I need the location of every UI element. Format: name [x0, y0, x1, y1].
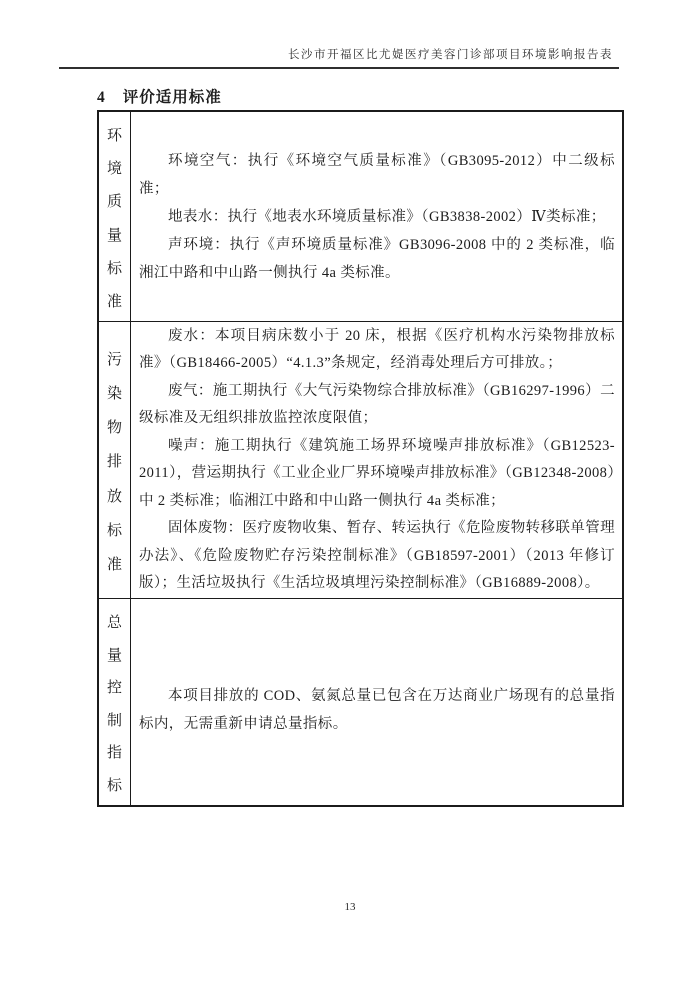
- label-char: 污: [106, 352, 122, 368]
- label-char: 标: [106, 777, 122, 794]
- table-row-environment-quality-standards: [99, 112, 622, 322]
- label-char: 标: [106, 522, 122, 539]
- label-char: 标: [106, 260, 122, 277]
- table-row-pollutant-discharge-standards: [99, 322, 622, 599]
- standard-paragraph-solid-waste: 固体废物：医疗废物收集、暂存、转运执行《危险废物转移联单管理办法》、《危险废物贮存污染控制标准》（GB18597-2001）（2013 年修订版）；生活垃圾执行《生活垃圾填埋污染控制标准》（GB16889-2008）。: [139, 520, 615, 591]
- label-char: 物: [106, 420, 122, 437]
- row-content-total-quantity-control: [131, 599, 622, 805]
- standard-paragraph-surface-water: 地表水：执行《地表水环境质量标准》（GB3838-2002）Ⅳ类标准；: [168, 208, 606, 225]
- standard-paragraph-total-quantity: 本项目排放的 COD、氨氮总量已包含在万达商业广场现有的总量指标内，无需重新申请总量指标。: [139, 688, 615, 732]
- section-number: 4: [97, 89, 105, 106]
- label-char: 准: [106, 556, 122, 573]
- label-char: 总: [106, 615, 122, 631]
- row-content-pollutant-discharge: [131, 322, 622, 598]
- section-title: 评价适用标准: [122, 89, 222, 106]
- standard-paragraph-wastewater: 废水：本项目病床数小于 20 床，根据《医疗机构水污染物排放标准》（GB18466-2005）“4.1.3”条规定，经消毒处理后方可排放。；: [139, 327, 615, 371]
- running-header-title: 长沙市开福区比尤媞医疗美容门诊部项目环境影响报告表: [288, 49, 613, 61]
- label-char: 排: [106, 454, 122, 471]
- row-label-pollutant-discharge: [99, 322, 131, 598]
- table-row-total-quantity-control-index: [99, 599, 622, 805]
- label-char: 质: [106, 194, 122, 211]
- label-char: 量: [106, 227, 122, 244]
- page-number: 13: [344, 901, 356, 913]
- label-char: 境: [106, 161, 122, 178]
- label-char: 放: [106, 488, 122, 505]
- label-char: 控: [106, 680, 122, 697]
- row-content-environment-quality: [131, 112, 622, 321]
- standard-paragraph-waste-gas: 废气：施工期执行《大气污染物综合排放标准》（GB16297-1996）二级标准及无组织排放监控浓度限值；: [139, 382, 615, 426]
- page-footer: [0, 901, 700, 913]
- standard-paragraph-acoustic-environment: 声环境：执行《声环境质量标准》GB3096-2008 中的 2 类标准，临湘江中路和中山路一侧执行 4a 类标准。: [139, 236, 615, 281]
- label-char: 环: [106, 128, 122, 144]
- standard-paragraph-noise: 噪声：施工期执行《建筑施工场界环境噪声排放标准》（GB12523-2011），营运期执行《工业企业厂界环境噪声排放标准》（GB12348-2008）中 2 类标准；临湘江中路和中山路一侧执行 4a 类标准；: [139, 437, 615, 509]
- label-char: 制: [106, 712, 122, 729]
- label-char: 染: [106, 386, 122, 403]
- row-label-total-quantity-control: [99, 599, 131, 805]
- standard-paragraph-ambient-air: 环境空气：执行《环境空气质量标准》（GB3095-2012）中二级标准；: [139, 152, 615, 197]
- label-char: 指: [106, 745, 122, 762]
- row-label-environment-quality: [99, 112, 131, 321]
- standards-table: [97, 110, 624, 807]
- label-char: 准: [106, 293, 122, 310]
- section-heading: [97, 85, 222, 107]
- header-divider-line: [59, 67, 619, 69]
- label-char: 量: [106, 647, 122, 664]
